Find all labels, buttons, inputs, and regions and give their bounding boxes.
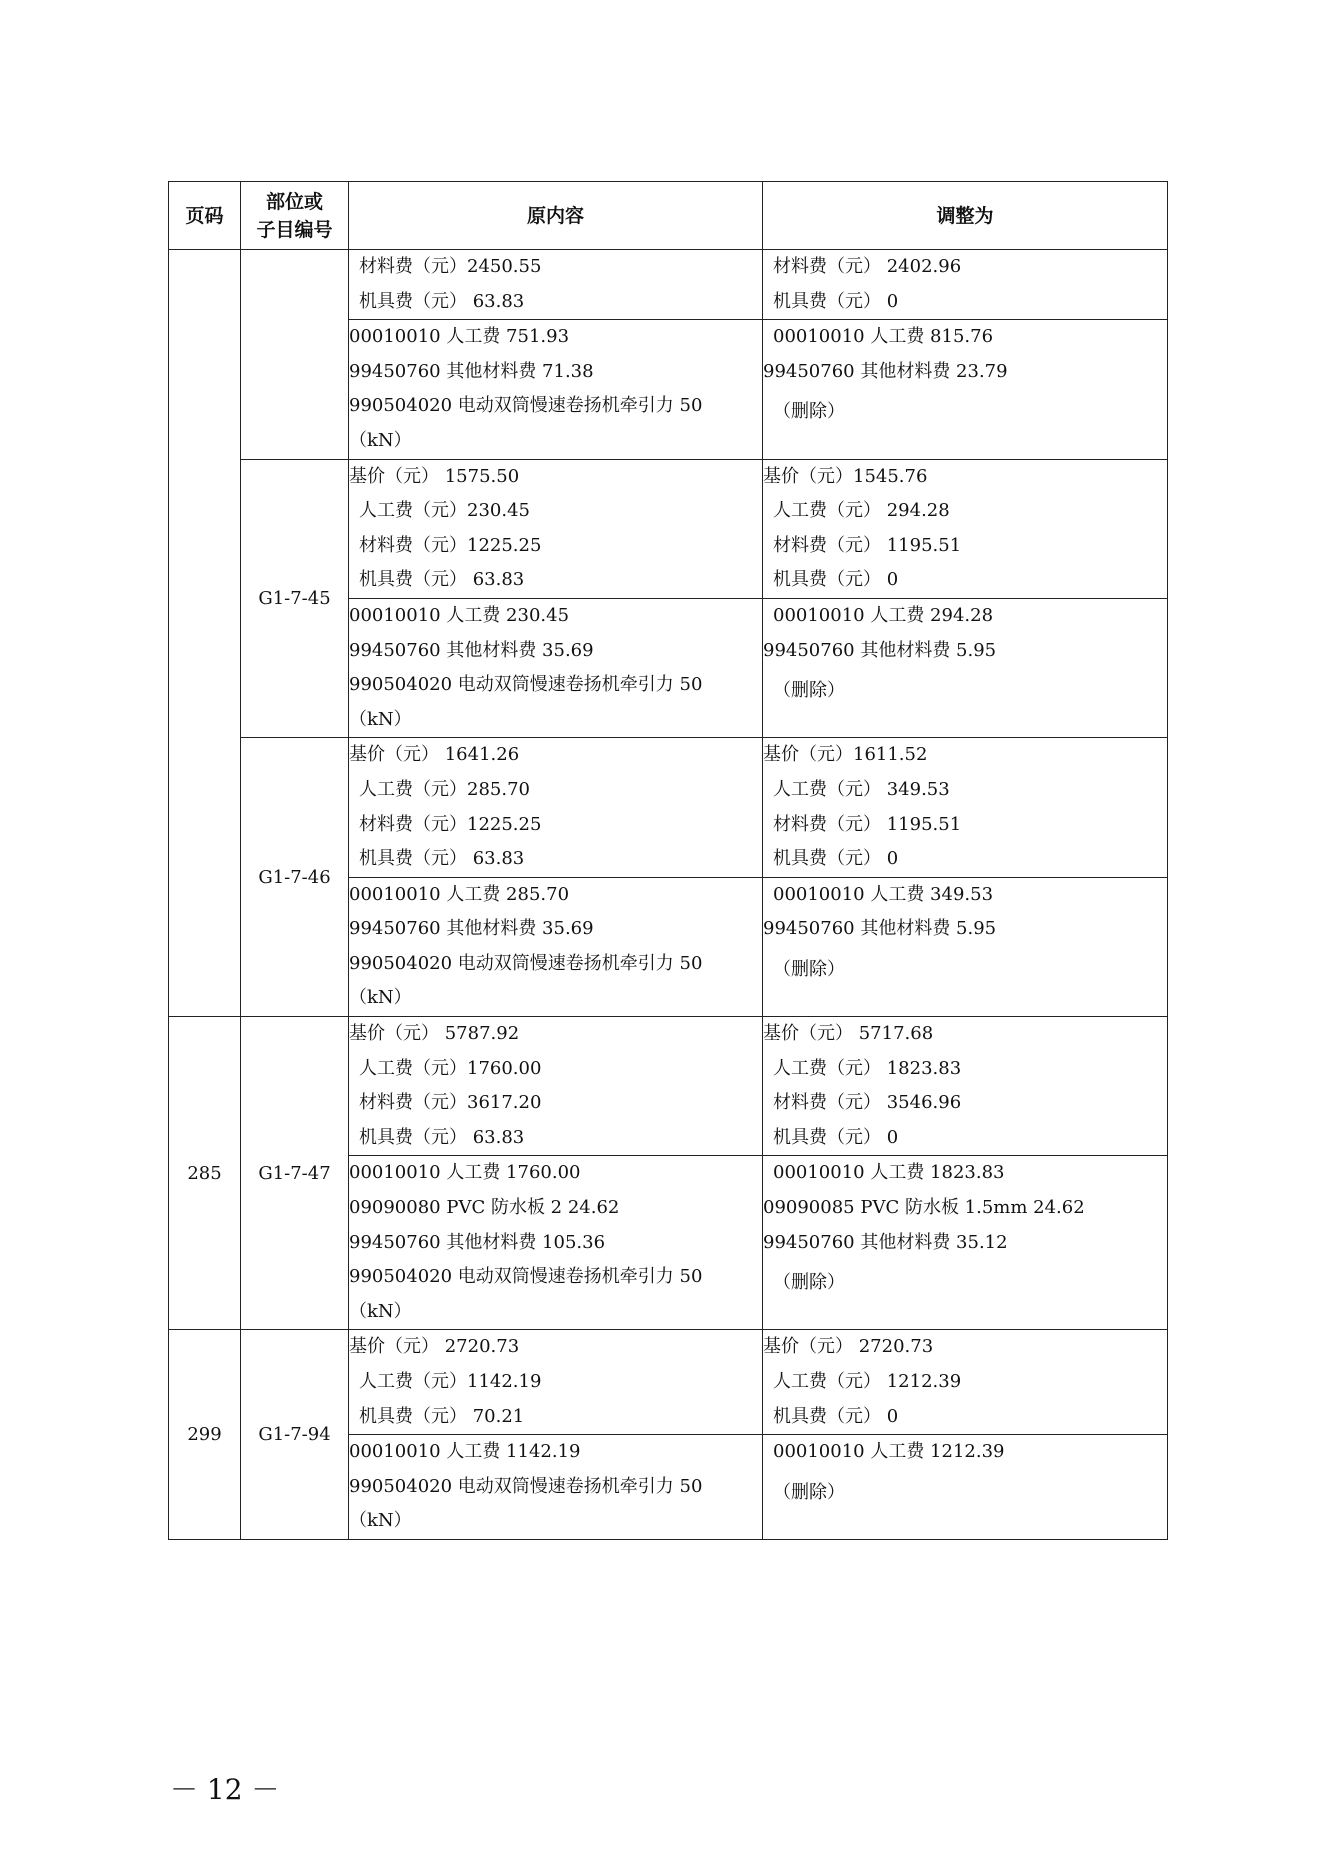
cell-line: 人工费（元） 294.28 (773, 500, 950, 522)
cell-line: 99450760 其他材料费 71.38 (349, 360, 594, 382)
cell-line: 机具费（元） 63.83 (359, 848, 525, 870)
cell-line: 99450760 其他材料费 5.95 (763, 639, 997, 661)
cell-line: 机具费（元） 0 (773, 290, 899, 312)
original-summary-cell (349, 459, 763, 598)
cell-line: 基价（元）1611.52 (763, 744, 928, 766)
header-item-code: 部位或 子目编号 (241, 182, 349, 250)
table-row (169, 250, 1168, 320)
deleted-note: （删除） (773, 958, 845, 980)
cell-line: 基价（元） 2720.73 (349, 1336, 520, 1358)
cell-line: 基价（元） 1641.26 (349, 744, 520, 766)
deleted-note: （删除） (773, 401, 845, 423)
header-original: 原内容 (349, 182, 763, 250)
item-code-cell: G1-7-47 (241, 1017, 349, 1330)
cell-line: 基价（元） 2720.73 (763, 1336, 934, 1358)
item-code-cell (241, 250, 349, 460)
cell-line: 09090080 PVC 防水板 2 24.62 (349, 1197, 620, 1219)
cell-line: 材料费（元） 1195.51 (773, 813, 962, 835)
page-number-cell: 285 (169, 1017, 241, 1330)
item-code-cell: G1-7-46 (241, 738, 349, 1017)
cell-line: 机具费（元） 0 (773, 848, 899, 870)
adjusted-summary-cell (763, 738, 1168, 877)
adjustment-table (168, 181, 1168, 1540)
cell-line: 990504020 电动双筒慢速卷扬机牵引力 50 (349, 674, 703, 696)
cell-line: 99450760 其他材料费 35.69 (349, 639, 594, 661)
original-summary-cell (349, 1330, 763, 1435)
original-detail-cell (349, 320, 763, 459)
cell-line: 人工费（元）230.45 (359, 500, 530, 522)
item-code-cell: G1-7-94 (241, 1330, 349, 1540)
page-number-cell (169, 250, 241, 1017)
cell-line: 机具费（元） 70.21 (359, 1405, 525, 1427)
original-detail-cell (349, 1156, 763, 1330)
adjusted-summary-cell (763, 459, 1168, 598)
original-summary-cell (349, 250, 763, 320)
cell-line: 99450760 其他材料费 23.79 (763, 360, 1008, 382)
cell-line: 人工费（元）285.70 (359, 778, 530, 800)
cell-line: 00010010 人工费 294.28 (773, 604, 994, 626)
item-code-cell: G1-7-45 (241, 459, 349, 738)
cell-line: 00010010 人工费 285.70 (349, 883, 570, 905)
cell-line: 00010010 人工费 1823.83 (773, 1162, 1005, 1184)
adjusted-detail-cell (763, 320, 1168, 459)
cell-line: 00010010 人工费 751.93 (349, 326, 570, 348)
adjusted-detail-cell (763, 877, 1168, 1016)
cell-line: 机具费（元） 63.83 (359, 1126, 525, 1148)
cell-line: 基价（元） 5787.92 (349, 1023, 520, 1045)
cell-line: 09090085 PVC 防水板 1.5mm 24.62 (763, 1197, 1085, 1219)
deleted-note: （删除） (773, 680, 845, 702)
cell-line: 材料费（元） 2402.96 (773, 256, 962, 277)
cell-line: 基价（元） 5717.68 (763, 1023, 934, 1045)
cell-line: （kN） (349, 1510, 412, 1532)
cell-line: 00010010 人工费 1760.00 (349, 1162, 581, 1184)
adjusted-summary-cell (763, 1330, 1168, 1435)
cell-line: 990504020 电动双筒慢速卷扬机牵引力 50 (349, 1266, 703, 1288)
page-number: － 12 － (170, 1773, 280, 1806)
cell-line: 机具费（元） 0 (773, 1405, 899, 1427)
table-header-row (169, 182, 1168, 250)
header-page: 页码 (169, 182, 241, 250)
cell-line: （kN） (349, 708, 412, 730)
cell-line: 99450760 其他材料费 35.12 (763, 1231, 1008, 1253)
cell-line: 99450760 其他材料费 35.69 (349, 918, 594, 940)
cell-line: 00010010 人工费 230.45 (349, 604, 570, 626)
original-detail-cell (349, 598, 763, 737)
table-row (169, 1330, 1168, 1435)
adjusted-summary-cell (763, 1017, 1168, 1156)
deleted-note: （删除） (773, 1481, 845, 1503)
cell-line: 机具费（元） 0 (773, 569, 899, 591)
table-row (169, 459, 1168, 598)
cell-line: 机具费（元） 63.83 (359, 290, 525, 312)
cell-line: 人工费（元） 349.53 (773, 778, 950, 800)
cell-line: 基价（元） 1575.50 (349, 465, 520, 487)
page-number-cell: 299 (169, 1330, 241, 1540)
cell-line: 00010010 人工费 349.53 (773, 883, 994, 905)
cell-line: 00010010 人工费 815.76 (773, 326, 994, 348)
adjusted-detail-cell (763, 598, 1168, 737)
deleted-note: （删除） (773, 1272, 845, 1294)
cell-line: 材料费（元） 1195.51 (773, 534, 962, 556)
table-row (169, 1017, 1168, 1156)
original-detail-cell (349, 1435, 763, 1540)
cell-line: 材料费（元）2450.55 (359, 256, 542, 277)
original-detail-cell (349, 877, 763, 1016)
cell-line: 99450760 其他材料费 5.95 (763, 918, 997, 940)
cell-line: 00010010 人工费 1142.19 (349, 1441, 581, 1463)
original-summary-cell (349, 1017, 763, 1156)
cell-line: 人工费（元）1760.00 (359, 1057, 542, 1079)
adjusted-summary-cell (763, 250, 1168, 320)
adjusted-detail-cell (763, 1435, 1168, 1540)
cell-line: 00010010 人工费 1212.39 (773, 1441, 1005, 1463)
original-summary-cell (349, 738, 763, 877)
adjusted-detail-cell (763, 1156, 1168, 1330)
cell-line: 机具费（元） 63.83 (359, 569, 525, 591)
cell-line: 机具费（元） 0 (773, 1126, 899, 1148)
cell-line: 材料费（元）1225.25 (359, 813, 542, 835)
cell-line: 990504020 电动双筒慢速卷扬机牵引力 50 (349, 1475, 703, 1497)
cell-line: 990504020 电动双筒慢速卷扬机牵引力 50 (349, 395, 703, 417)
cell-line: 材料费（元）1225.25 (359, 534, 542, 556)
cell-line: 99450760 其他材料费 105.36 (349, 1231, 606, 1253)
cell-line: （kN） (349, 1300, 412, 1322)
header-adjusted: 调整为 (763, 182, 1168, 250)
table-row (169, 738, 1168, 877)
cell-line: 材料费（元）3617.20 (359, 1092, 542, 1114)
cell-line: 人工费（元）1142.19 (359, 1371, 542, 1392)
cell-line: （kN） (349, 429, 412, 451)
cell-line: （kN） (349, 987, 412, 1009)
cell-line: 990504020 电动双筒慢速卷扬机牵引力 50 (349, 952, 703, 974)
cell-line: 材料费（元） 3546.96 (773, 1092, 962, 1114)
cell-line: 人工费（元） 1212.39 (773, 1371, 962, 1392)
cell-line: 基价（元）1545.76 (763, 465, 928, 487)
cell-line: 人工费（元） 1823.83 (773, 1057, 962, 1079)
